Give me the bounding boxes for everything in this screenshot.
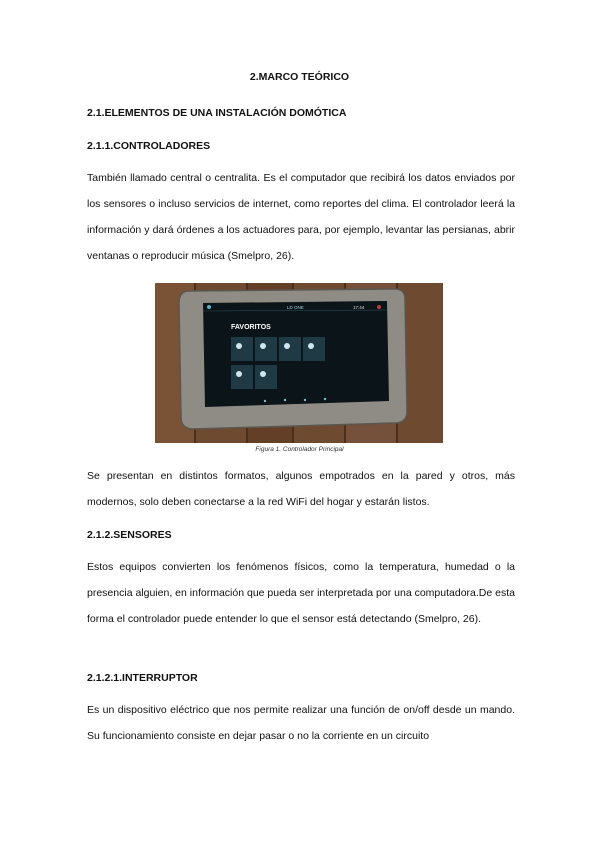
section-heading-2-1-2-1: 2.1.2.1.INTERRUPTOR (87, 672, 198, 684)
paragraph-sensores: Estos equipos convierten los fenómenos físicos, como la temperatura, humedad o la presencia alguien, en información que pueda ser interpretada por una computadora.De esta forma el controlador puede entender lo que el sensor está detectando (Smelpro, 26). (87, 561, 515, 625)
screen-brand: LD ONE (287, 305, 304, 310)
figure-caption: Figura 1. Controlador Principal (255, 446, 344, 453)
section-heading-2-1: 2.1.ELEMENTOS DE UNA INSTALACIÓN DOMÓTICA (87, 107, 347, 119)
section-heading-2-1-2: 2.1.2.SENSORES (87, 529, 172, 541)
page-title: 2.MARCO TEÓRICO (249, 71, 350, 83)
section-heading-2-1-1: 2.1.1.CONTROLADORES (87, 140, 211, 152)
controller-photo (155, 283, 443, 443)
paragraph-formatos: Se presentan en distintos formatos, algunos empotrados en la pared y otros, más modernos, solo deben conectarse a la red WiFi del hogar y estarán listos. (87, 470, 515, 508)
paragraph-interruptor: Es un dispositivo eléctrico que nos permite realizar una función de on/off desde un mando. Su funcionamiento consiste en dejar pasar o no la corriente en un circuito (87, 704, 515, 742)
screen-heading: FAVORITOS (231, 324, 271, 331)
screen-time: 17:44 (353, 305, 365, 310)
figure-controller-photo (155, 283, 443, 443)
paragraph-controladores: También llamado central o centralita. Es el computador que recibirá los datos enviados por los sensores o incluso servicios de internet, como reportes del clima. El controlador leerá la información y dará órdenes a los actuadores para, por ejemplo, levantar las persianas, abrir ventanas o reproducir música (Smelpro, 26). (87, 172, 515, 262)
